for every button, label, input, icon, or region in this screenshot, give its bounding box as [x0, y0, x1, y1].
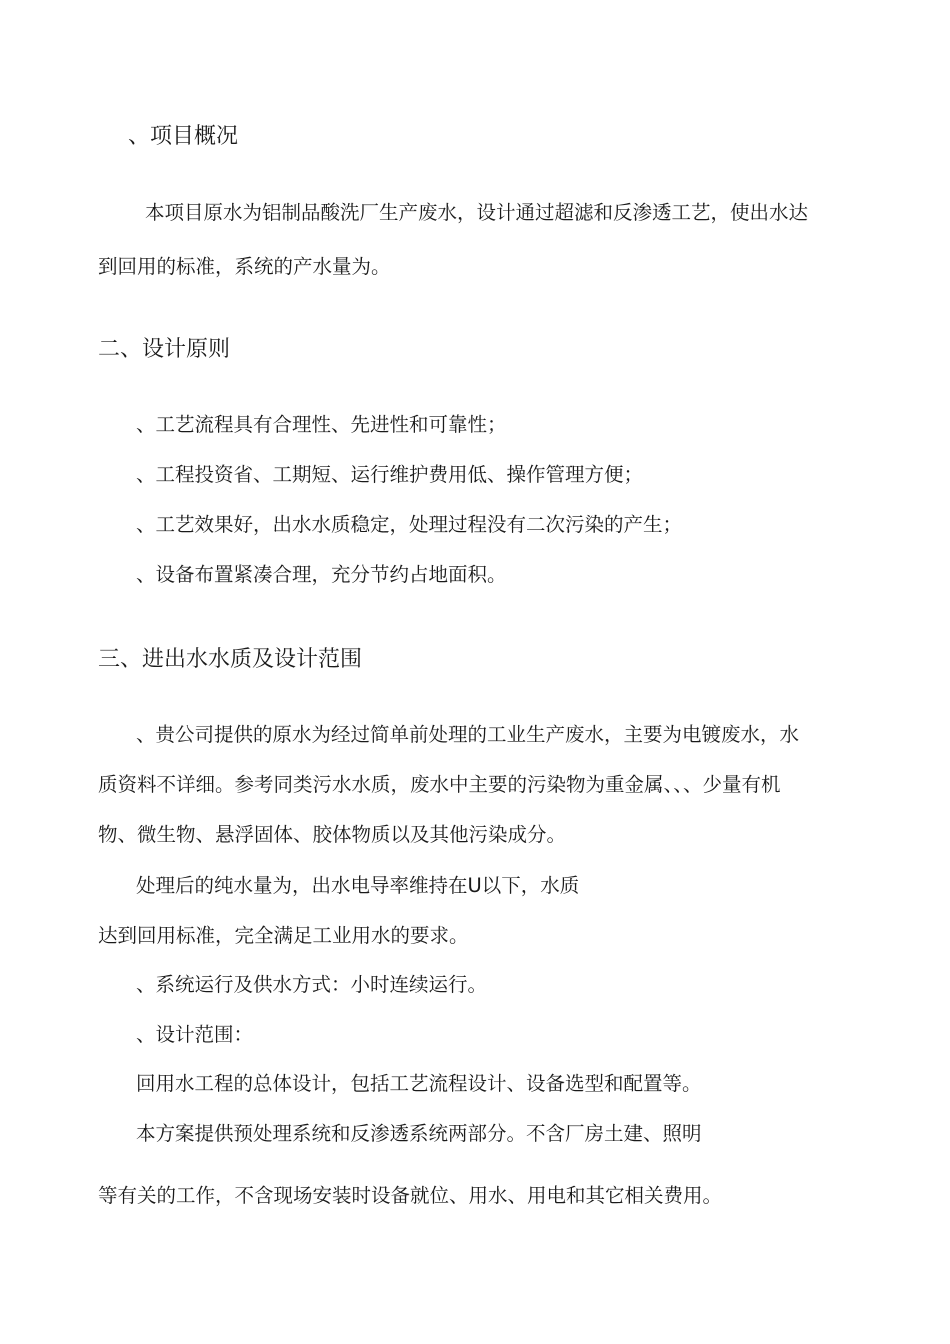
section-1-paragraph-line-2: 到回用的标准，系统的产水量为。 — [98, 255, 391, 278]
operation-mode-item: 、系统运行及供水方式：小时连续运行。 — [136, 973, 488, 996]
design-scope-line-2: 本方案提供预处理系统和反渗透系统两部分。不含厂房土建、照明 — [136, 1122, 702, 1145]
design-scope-line-3: 等有关的工作，不含现场安装时设备就位、用水、用电和其它相关费用。 — [98, 1184, 723, 1207]
principle-item-1: 、工艺流程具有合理性、先进性和可靠性； — [136, 413, 507, 436]
section-1-heading: 、项目概况 — [128, 124, 239, 149]
principle-item-2: 、工程投资省、工期短、运行维护费用低、操作管理方便； — [136, 463, 644, 486]
section-3-paragraph-1-line-1: 、贵公司提供的原水为经过简单前处理的工业生产废水，主要为电镀废水，水 — [136, 723, 800, 746]
section-2-heading: 二、设计原则 — [98, 337, 231, 362]
design-scope-line-1: 回用水工程的总体设计，包括工艺流程设计、设备选型和配置等。 — [136, 1072, 702, 1095]
section-1-paragraph-line-1: 本项目原水为铝制品酸洗厂生产废水，设计通过超滤和反渗透工艺，使出水达 — [145, 201, 809, 224]
principle-item-4: 、设备布置紧凑合理，充分节约占地面积。 — [136, 563, 507, 586]
section-3-paragraph-2-line-2: 达到回用标准，完全满足工业用水的要求。 — [98, 924, 469, 947]
section-3-heading: 三、进出水水质及设计范围 — [98, 647, 363, 672]
design-scope-item: 、设计范围： — [136, 1023, 254, 1046]
section-3-paragraph-1-line-2: 质资料不详细。参考同类污水水质，废水中主要的污染物为重金属、、、少量有机 — [98, 773, 781, 796]
principle-item-3: 、工艺效果好，出水水质稳定，处理过程没有二次污染的产生； — [136, 513, 683, 536]
section-3-paragraph-1-line-3: 物、微生物、悬浮固体、胶体物质以及其他污染成分。 — [98, 823, 567, 846]
section-3-paragraph-2-line-1: 处理后的纯水量为，出水电导率维持在U以下，水质 — [136, 874, 580, 897]
